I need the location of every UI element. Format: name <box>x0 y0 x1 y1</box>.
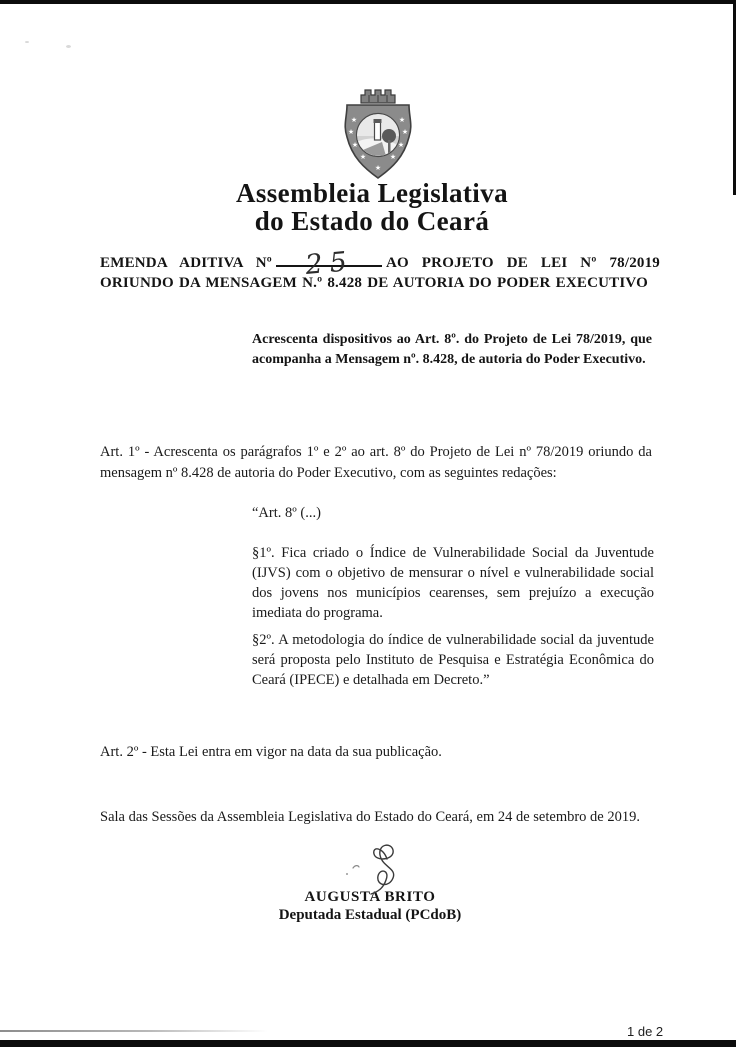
handwritten-amendment-number: 25 <box>303 245 355 282</box>
svg-text:★: ★ <box>347 128 355 136</box>
amendment-number-blank <box>276 243 382 282</box>
svg-text:★: ★ <box>374 164 382 172</box>
org-title-line2: do Estado do Ceará <box>254 206 490 236</box>
scan-border-bottom <box>0 1040 736 1047</box>
emenda-number-label: EMENDA ADITIVA Nº <box>100 255 272 271</box>
article-2-paragraph: Art. 2º - Esta Lei entra em vigor na data da sua publicação. <box>100 744 442 760</box>
ementa-paragraph: Acrescenta dispositivos ao Art. 8º. do Projeto de Lei 78/2019, que acompanha a Mensagem nº. 8.428, de autoria do Poder Executivo. <box>252 332 652 367</box>
emenda-header-line2: ORIUNDO DA MENSAGEM N.º 8.428 DE AUTORIA DO PODER EXECUTIVO <box>100 275 648 291</box>
scan-artifact-line <box>0 1030 268 1032</box>
svg-text:★: ★ <box>359 153 367 161</box>
scan-speck <box>25 41 29 43</box>
org-title <box>4 179 736 235</box>
closing-session-line: Sala das Sessões da Assembleia Legislativa do Estado do Ceará, em 24 de setembro de 2019. <box>100 809 640 825</box>
paragraph-1: §1º. Fica criado o Índice de Vulnerabilidade Social da Juventude (IJVS) com o objetivo de mensurar o nível e vulnerabilidade social dos jovens nos municípios cearenses, sem prejuízo a execução imediata do programa. <box>252 545 654 621</box>
signature-block <box>238 841 502 924</box>
signer-name: AUGUSTA BRITO <box>304 889 436 905</box>
article-1-paragraph: Art. 1º - Acrescenta os parágrafos 1º e 2º ao art. 8º do Projeto de Lei nº 78/2019 oriundo da mensagem nº 8.428 de autoria do Poder Executivo, com as seguintes redações: <box>100 444 652 481</box>
page-number: 1 de 2 <box>627 1024 664 1039</box>
quoted-article-8: “Art. 8º (...) <box>252 505 321 521</box>
emenda-header-line1 <box>100 243 661 282</box>
paragraph-2: §2º. A metodologia do índice de vulnerabilidade social da juventude será proposta pelo Instituto de Pesquisa e Estratégia Econômica do Ceará (IPECE) e detalhada em Decreto.” <box>252 632 654 688</box>
signer-role: Deputada Estadual (PCdoB) <box>278 907 462 923</box>
scan-speck <box>66 45 71 48</box>
svg-text:★: ★ <box>401 128 409 136</box>
svg-text:★: ★ <box>351 141 359 149</box>
svg-text:★: ★ <box>398 116 406 124</box>
emenda-header <box>100 243 661 292</box>
ceara-coat-of-arms-icon <box>336 86 420 182</box>
svg-text:★: ★ <box>397 141 405 149</box>
scan-border-top <box>0 0 736 4</box>
svg-text:★: ★ <box>389 153 397 161</box>
org-title-line1: Assembleia Legislativa <box>235 178 509 208</box>
handwritten-signature-icon <box>339 841 429 895</box>
emenda-project-label: AO PROJETO DE LEI Nº 78/2019 <box>385 255 661 271</box>
svg-text:★: ★ <box>350 116 358 124</box>
